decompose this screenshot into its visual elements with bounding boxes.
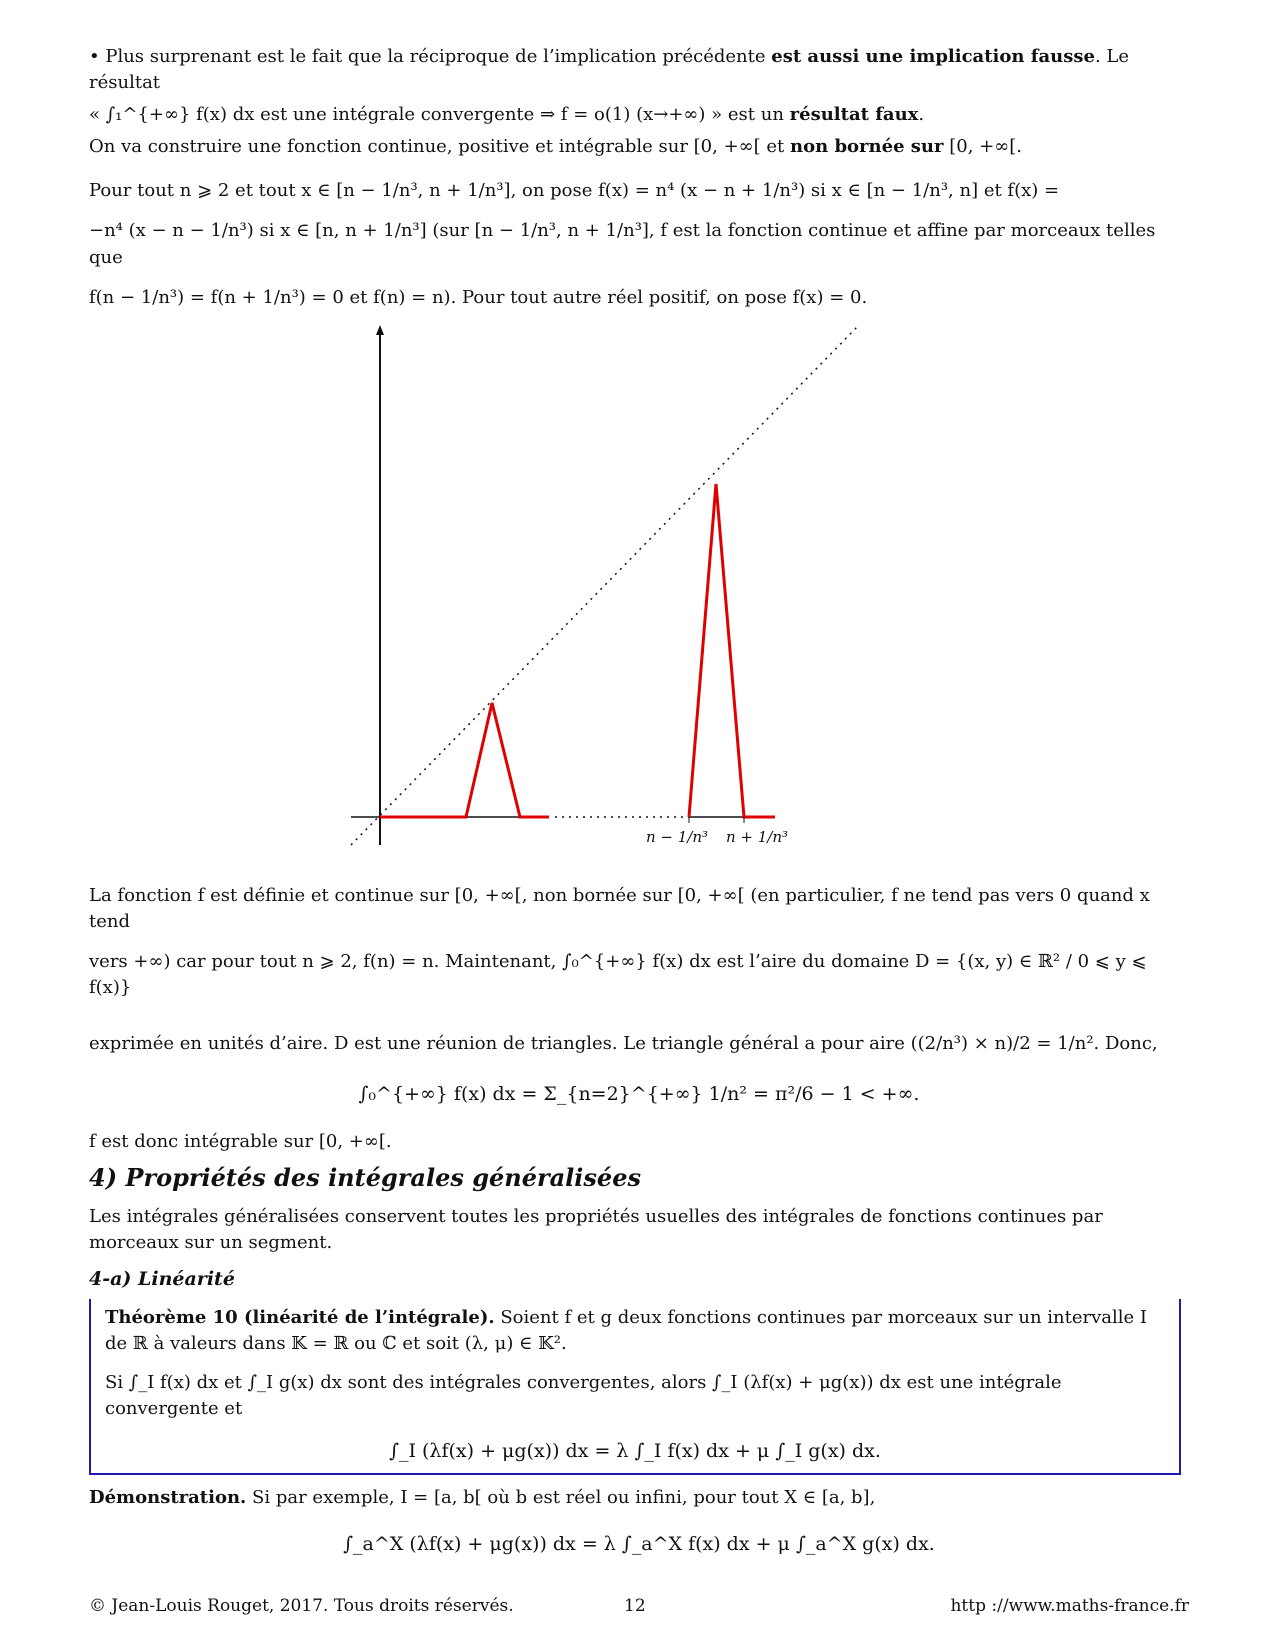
bold-run: est aussi une implication fausse	[771, 46, 1095, 67]
page-content	[89, 44, 1189, 1559]
figure	[89, 325, 1189, 875]
section-title: 4) Propriétés des intégrales généralisées	[89, 1162, 641, 1192]
text-run: .	[918, 104, 925, 126]
bold-run: non bornée sur	[790, 136, 944, 158]
text-run: . Le résultat	[89, 46, 1130, 94]
proof-text: Si par exemple, I = [a, b[ où b est réel ou infini, pour tout X ∈ [a, b],	[246, 1487, 876, 1509]
triangle-figure	[89, 325, 1189, 875]
para2-line1: Pour tout n ⩾ 2 et tout x ∈ [n − 1/n³, n + 1/n³], on pose f(x) = n⁴ (x − n + 1/n³) si x ∈ [n − 1/n³, n] et f(x) =	[89, 180, 1060, 202]
para3-line1: La fonction f est définie et continue sur [0, +∞[, non bornée sur [0, +∞[ (en particulier, f ne tend pas vers 0 quand x tend	[89, 884, 1150, 932]
subsection-title: 4-a) Linéarité	[89, 1267, 235, 1290]
red-curve-large-triangle	[689, 484, 775, 817]
text-run: • Plus surprenant est le fait que la réciproque de l’implication précédente	[89, 46, 772, 67]
proof-formula: ∫_a^X (λf(x) + μg(x)) dx = λ ∫_a^X f(x) dx + μ ∫_a^X g(x) dx.	[343, 1533, 935, 1556]
footer-copyright: © Jean-Louis Rouget, 2017. Tous droits réservés.	[89, 1596, 514, 1616]
theorem-line1: Soient f et g deux fonctions continues par morceaux sur un intervalle I de ℝ à valeurs dans 𝕂 = ℝ ou ℂ et soit (λ, μ) ∈ 𝕂².	[105, 1307, 1148, 1355]
theorem-line2: Si ∫_I f(x) dx et ∫_I g(x) dx sont des intégrales convergentes, alors ∫_I (λf(x) + μg(x)) dx est une intégrale convergente et	[105, 1371, 1062, 1419]
para1-line3	[89, 134, 1189, 160]
theorem-statement	[105, 1305, 1165, 1357]
text-run: « ∫₁^{+∞} f(x) dx est une intégrale convergente ⇒ f = o(1) (x→+∞) » est un	[89, 104, 790, 126]
section-intro: Les intégrales généralisées conservent toutes les propriétés usuelles des intégrales de fonctions continues par morceaux sur un segment.	[89, 1205, 1103, 1253]
label-n-minus: n − 1/n³	[646, 827, 709, 846]
diagonal-dotted-line	[351, 325, 859, 845]
proof-title: Démonstration.	[89, 1487, 247, 1509]
page-number: 12	[624, 1596, 646, 1616]
para2-line3: f(n − 1/n³) = f(n + 1/n³) = 0 et f(n) = n). Pour tout autre réel positif, on pose f(x) = 0.	[89, 286, 868, 308]
footer-url[interactable]: http ://www.maths-france.fr	[950, 1596, 1189, 1616]
bold-run: résultat faux	[789, 104, 919, 126]
para2-line2: −n⁴ (x − n − 1/n³) si x ∈ [n, n + 1/n³] (sur [n − 1/n³, n + 1/n³], f est la fonction continue et affine par morceaux telles que	[89, 220, 1156, 268]
para1-line1	[89, 44, 1189, 96]
proof	[89, 1485, 1189, 1511]
para3-line3: exprimée en unités d’aire. D est une réunion de triangles. Le triangle général a pour aire ((2/n³) × n)/2 = 1/n². Donc,	[89, 1033, 1158, 1055]
para3-formula: ∫₀^{+∞} f(x) dx = Σ_{n=2}^{+∞} 1/n² = π²/6 − 1 < +∞.	[358, 1083, 920, 1106]
text-run: [0, +∞[.	[943, 136, 1022, 158]
y-axis-arrow	[376, 325, 384, 335]
red-curve-small-triangle	[380, 703, 549, 817]
para1-line2	[89, 102, 1189, 128]
text-run: On va construire une fonction continue, positive et intégrable sur [0, +∞[ et	[89, 136, 791, 158]
theorem-box	[89, 1299, 1181, 1475]
theorem-title: Théorème 10 (linéarité de l’intégrale).	[105, 1307, 495, 1329]
para3-line2: vers +∞) car pour tout n ⩾ 2, f(n) = n. Maintenant, ∫₀^{+∞} f(x) dx est l’aire du domaine D = {(x, y) ∈ ℝ² / 0 ⩽ y ⩽ f(x)}	[89, 950, 1147, 999]
para3-line4: f est donc intégrable sur [0, +∞[.	[89, 1130, 392, 1152]
theorem-formula: ∫_I (λf(x) + μg(x)) dx = λ ∫_I f(x) dx + μ ∫_I g(x) dx.	[389, 1439, 881, 1462]
label-n-plus: n + 1/n³	[726, 827, 789, 846]
